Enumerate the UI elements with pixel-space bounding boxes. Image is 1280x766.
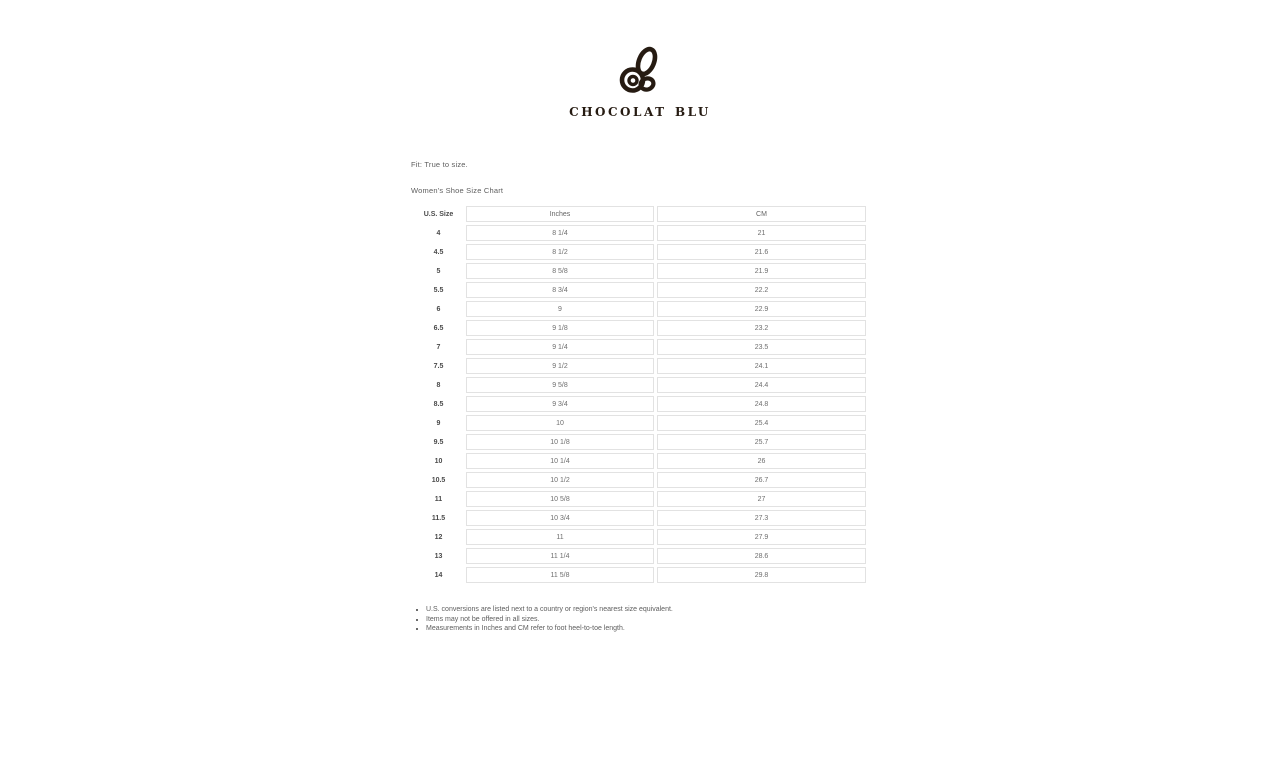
cb-monogram-icon	[619, 46, 661, 95]
table-row	[414, 434, 866, 450]
chart-title: Women's Shoe Size Chart	[411, 186, 504, 195]
inches-cell: 10 1/8	[466, 434, 654, 450]
cm-cell: 27.9	[657, 529, 866, 545]
us-size-cell: 9	[436, 419, 441, 427]
table-row	[414, 529, 866, 545]
inches-cell: 9 1/8	[466, 320, 654, 336]
table-row	[414, 263, 866, 279]
us-size-cell: 4	[436, 229, 441, 237]
us-size-cell: 7.5	[433, 362, 444, 370]
cm-cell: 28.6	[657, 548, 866, 564]
table-row	[414, 301, 866, 317]
cm-cell: 26	[657, 453, 866, 469]
inches-cell: 9 3/4	[466, 396, 654, 412]
table-row	[414, 567, 866, 583]
us-size-cell: 9.5	[433, 438, 444, 446]
us-size-cell: 8.5	[433, 400, 444, 408]
inches-cell: 10 3/4	[466, 510, 654, 526]
us-size-cell: 11	[434, 495, 443, 503]
cm-cell: 24.4	[657, 377, 866, 393]
us-size-cell: 4.5	[433, 248, 444, 256]
table-row	[414, 244, 866, 260]
table-row	[414, 320, 866, 336]
table-body	[414, 225, 866, 583]
inches-cell: 8 5/8	[466, 263, 654, 279]
inches-cell: 11 5/8	[466, 567, 654, 583]
cm-cell: 24.8	[657, 396, 866, 412]
table-row	[414, 358, 866, 374]
size-chart-page	[0, 46, 1280, 766]
cm-cell: 22.9	[657, 301, 866, 317]
note-item: • Measurements in Inches and CM refer to foot heel-to-toe length.	[426, 624, 869, 634]
cm-cell: 21	[657, 225, 866, 241]
table-row	[414, 491, 866, 507]
inches-cell: 9 1/2	[466, 358, 654, 374]
us-size-cell: 6.5	[433, 324, 444, 332]
inches-cell: 9	[466, 301, 654, 317]
table-row	[414, 225, 866, 241]
us-size-cell: 6	[436, 305, 441, 313]
cm-cell: 24.1	[657, 358, 866, 374]
inches-cell: 11	[466, 529, 654, 545]
content-column	[411, 46, 869, 634]
cm-cell: 26.7	[657, 472, 866, 488]
cm-cell: 22.2	[657, 282, 866, 298]
cm-cell: 27	[657, 491, 866, 507]
inches-cell: 9 5/8	[466, 377, 654, 393]
cm-cell: 23.2	[657, 320, 866, 336]
us-size-cell: 8	[436, 381, 441, 389]
table-row	[414, 453, 866, 469]
inches-cell: 10	[466, 415, 654, 431]
us-size-cell: 7	[436, 343, 441, 351]
brand-logo	[411, 46, 869, 121]
table-row	[414, 282, 866, 298]
us-size-cell: 10.5	[431, 476, 446, 484]
inches-cell: 10 1/4	[466, 453, 654, 469]
brand-name: chocolat blu	[569, 101, 711, 121]
us-size-cell: 5.5	[433, 286, 444, 294]
cm-cell: 21.9	[657, 263, 866, 279]
table-row	[414, 510, 866, 526]
note-item: • Items may not be offered in all sizes.	[426, 615, 869, 625]
inches-cell: 8 1/4	[466, 225, 654, 241]
fit-note: Fit: True to size.	[411, 160, 468, 169]
table-row	[414, 339, 866, 355]
column-header-us-size: U.S. Size	[423, 210, 454, 218]
inches-cell: 10 5/8	[466, 491, 654, 507]
size-chart-table	[411, 203, 869, 586]
us-size-cell: 10	[434, 457, 443, 465]
table-row	[414, 415, 866, 431]
us-size-cell: 13	[434, 552, 443, 560]
inches-cell: 8 3/4	[466, 282, 654, 298]
us-size-cell: 11.5	[431, 514, 446, 522]
table-row	[414, 396, 866, 412]
inches-cell: 9 1/4	[466, 339, 654, 355]
table-row	[414, 377, 866, 393]
cm-cell: 25.7	[657, 434, 866, 450]
inches-cell: 10 1/2	[466, 472, 654, 488]
header-row	[414, 206, 866, 222]
cm-cell: 25.4	[657, 415, 866, 431]
note-item: • U.S. conversions are listed next to a country or region's nearest size equivalent.	[426, 605, 869, 615]
us-size-cell: 12	[434, 533, 443, 541]
inches-cell: 11 1/4	[466, 548, 654, 564]
inches-cell: 8 1/2	[466, 244, 654, 260]
table-row	[414, 472, 866, 488]
notes-list	[411, 605, 869, 634]
column-header-cm: CM	[657, 206, 866, 222]
us-size-cell: 5	[436, 267, 441, 275]
cm-cell: 23.5	[657, 339, 866, 355]
cm-cell: 29.8	[657, 567, 866, 583]
column-header-inches: Inches	[466, 206, 654, 222]
table-header	[414, 206, 866, 222]
table-row	[414, 548, 866, 564]
cm-cell: 27.3	[657, 510, 866, 526]
cm-cell: 21.6	[657, 244, 866, 260]
us-size-cell: 14	[434, 571, 443, 579]
